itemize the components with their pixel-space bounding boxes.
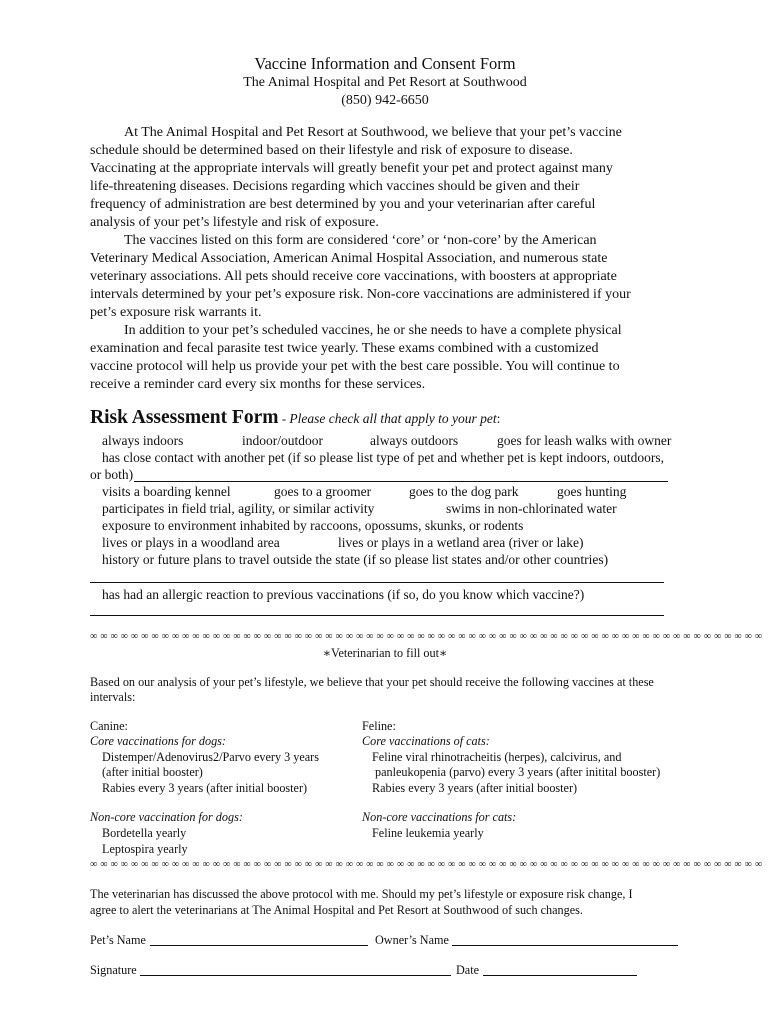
intro-line: examination and fecal parasite test twice yearly. These exams combined with a customized — [90, 341, 599, 356]
option-hunting[interactable]: goes hunting — [557, 484, 627, 499]
option-dog-park[interactable]: goes to the dog park — [409, 484, 519, 499]
signature-field[interactable] — [140, 975, 451, 976]
consent-line: agree to alert the veterinarians at The Animal Hospital and Pet Resort at Southwood of such changes. — [90, 903, 583, 917]
canine-core-item: Rabies every 3 years (after initial booster) — [102, 781, 308, 795]
feline-core-item: Rabies every 3 years (after initial booster) — [372, 781, 578, 795]
travel-answer-line[interactable] — [90, 582, 664, 583]
page-title: Vaccine Information and Consent Form — [254, 54, 516, 73]
consent-line: The veterinarian has discussed the above protocol with me. Should my pet’s lifestyle or exposure risk change, I — [90, 887, 633, 901]
contact-answer-line[interactable] — [134, 481, 668, 482]
risk-heading: Risk Assessment Form — [90, 407, 279, 428]
intro-line: In addition to your pet’s scheduled vaccines, he or she needs to have a complete physical — [124, 323, 622, 338]
canine-noncore-label: Non-core vaccination for dogs: — [90, 810, 243, 824]
intro-line: receive a reminder card every six months for these services. — [90, 377, 426, 392]
pet-name-field[interactable] — [150, 945, 368, 946]
divider-loops: ∞ ∞ ∞ ∞ ∞ ∞ ∞ ∞ ∞ ∞ ∞ ∞ ∞ ∞ ∞ ∞ ∞ ∞ ∞ ∞ ∞ ∞ ∞ ∞ ∞ ∞ ∞ ∞ ∞ ∞ ∞ ∞ ∞ ∞ ∞ ∞ ∞ ∞ ∞ ∞ ∞ ∞ ∞ ∞ ∞ ∞ ∞ ∞ ∞ ∞ ∞ ∞ ∞ ∞ ∞ ∞ ∞ ∞ ∞ ∞ ∞ ∞ ∞ ∞ ∞ ∞ — [90, 631, 763, 642]
risk-heading-row — [90, 408, 500, 428]
owner-name-field[interactable] — [452, 945, 678, 946]
option-wildlife-exposure[interactable]: exposure to environment inhabited by raccoons, opossums, skunks, or rodents — [102, 518, 524, 533]
canine-core-item: Distemper/Adenovirus2/Parvo every 3 years — [102, 750, 319, 764]
owner-name-label: Owner’s Name — [375, 933, 449, 947]
recommendation-line: intervals: — [90, 690, 136, 704]
feline-core-item: panleukopenia (parvo) every 3 years (after initital booster) — [375, 765, 661, 779]
signature-label: Signature — [90, 963, 137, 977]
option-close-contact-cont: or both) — [90, 467, 134, 482]
intro-line: analysis of your pet’s lifestyle and risk of exposure. — [90, 215, 379, 230]
date-field[interactable] — [483, 975, 637, 976]
intro-line: Vaccinating at the appropriate intervals will greatly benefit your pet and protect against many — [90, 161, 613, 176]
option-swims[interactable]: swims in non-chlorinated water — [446, 501, 617, 516]
intro-line: schedule should be determined based on their lifestyle and risk of exposure to disease. — [90, 143, 573, 158]
divider-loops: ∞ ∞ ∞ ∞ ∞ ∞ ∞ ∞ ∞ ∞ ∞ ∞ ∞ ∞ ∞ ∞ ∞ ∞ ∞ ∞ ∞ ∞ ∞ ∞ ∞ ∞ ∞ ∞ ∞ ∞ ∞ ∞ ∞ ∞ ∞ ∞ ∞ ∞ ∞ ∞ ∞ ∞ ∞ ∞ ∞ ∞ ∞ ∞ ∞ ∞ ∞ ∞ ∞ ∞ ∞ ∞ ∞ ∞ ∞ ∞ ∞ ∞ ∞ ∞ ∞ ∞ — [90, 859, 763, 870]
recommendation-line: Based on our analysis of your pet’s lifestyle, we believe that your pet should receive the following vaccines at these — [90, 675, 654, 689]
feline-noncore-label: Non-core vaccinations for cats: — [362, 810, 517, 824]
feline-core-item: Feline viral rhinotracheitis (herpes), calcivirus, and — [372, 750, 622, 764]
option-always-outdoors[interactable]: always outdoors — [370, 433, 459, 448]
canine-core-label: Core vaccinations for dogs: — [90, 734, 226, 748]
option-travel[interactable]: history or future plans to travel outside the state (if so please list states and/or other countries) — [102, 552, 609, 567]
feline-noncore-item: Feline leukemia yearly — [372, 826, 484, 840]
option-indoor-outdoor[interactable]: indoor/outdoor — [242, 433, 323, 448]
intro-line: At The Animal Hospital and Pet Resort at Southwood, we believe that your pet’s vaccine — [124, 125, 622, 140]
date-label: Date — [456, 963, 480, 977]
allergic-answer-line[interactable] — [90, 615, 664, 616]
feline-label: Feline: — [362, 719, 396, 733]
risk-dash: - — [278, 411, 290, 426]
option-field-trial[interactable]: participates in field trial, agility, or similar activity — [102, 501, 375, 516]
option-woodland[interactable]: lives or plays in a woodland area — [102, 535, 280, 550]
risk-subheading: Please check all that apply to your pet — [289, 411, 497, 426]
canine-label: Canine: — [90, 719, 128, 733]
risk-colon: : — [496, 411, 501, 426]
intro-line: veterinary associations. All pets should receive core vaccinations, with boosters at appropriate — [90, 269, 617, 284]
intro-line: intervals determined by your pet’s exposure risk. Non-core vaccinations are administered if your — [90, 287, 631, 302]
intro-line: pet’s exposure risk warrants it. — [90, 305, 262, 320]
pet-name-label: Pet’s Name — [90, 933, 146, 947]
vet-note: ∗Veterinarian to fill out∗ — [322, 646, 448, 660]
option-always-indoors[interactable]: always indoors — [102, 433, 184, 448]
intro-line: vaccine protocol will help us provide your pet with the best care possible. You will continue to — [90, 359, 620, 374]
canine-noncore-item: Bordetella yearly — [102, 826, 187, 840]
clinic-phone: (850) 942-6650 — [341, 93, 429, 108]
option-boarding-kennel[interactable]: visits a boarding kennel — [102, 484, 231, 499]
option-allergic-reaction[interactable]: has had an allergic reaction to previous vaccinations (if so, do you know which vaccine?) — [102, 587, 585, 602]
option-leash-walks[interactable]: goes for leash walks with owner — [497, 433, 672, 448]
option-groomer[interactable]: goes to a groomer — [274, 484, 372, 499]
intro-line: life-threatening diseases. Decisions regarding which vaccines should be given and their — [90, 179, 580, 194]
clinic-name: The Animal Hospital and Pet Resort at Southwood — [243, 75, 527, 90]
intro-line: The vaccines listed on this form are considered ‘core’ or ‘non-core’ by the American — [124, 233, 597, 248]
intro-line: frequency of administration are best determined by you and your veterinarian after careful — [90, 197, 596, 212]
option-wetland[interactable]: lives or plays in a wetland area (river or lake) — [338, 535, 584, 550]
canine-core-item: (after initial booster) — [102, 765, 203, 779]
canine-noncore-item: Leptospira yearly — [102, 842, 188, 856]
intro-line: Veterinary Medical Association, American Animal Hospital Association, and numerous state — [90, 251, 608, 266]
option-close-contact[interactable]: has close contact with another pet (if so please list type of pet and whether pet is kept indoors, outdoors, — [102, 450, 664, 465]
feline-core-label: Core vaccinations of cats: — [362, 734, 490, 748]
